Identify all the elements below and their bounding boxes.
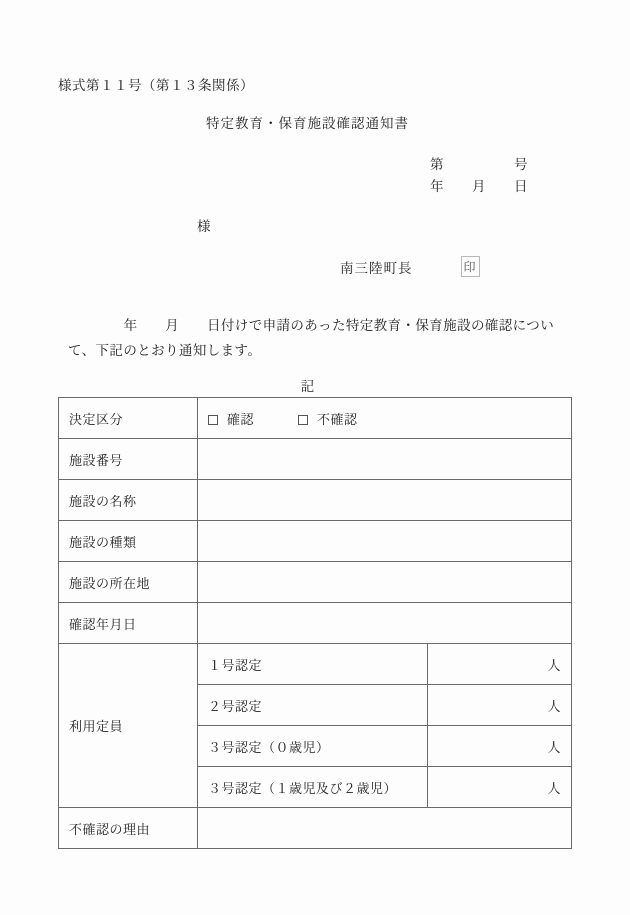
document-date-line: 年 月 日 <box>430 179 528 194</box>
row-value-facility-name[interactable] <box>198 480 572 521</box>
capacity-item-label-4: ３号認定（１歳児及び２歳児） <box>198 767 428 808</box>
table-row <box>59 644 572 685</box>
seal-icon: 印 <box>461 256 480 277</box>
table-row <box>59 439 572 480</box>
checkbox-icon[interactable] <box>208 415 218 425</box>
capacity-item-label-2: ２号認定 <box>198 685 428 726</box>
checkbox-icon[interactable] <box>298 415 308 425</box>
capacity-item-unit-3[interactable]: 人 <box>428 726 572 767</box>
row-label-confirm-date: 確認年月日 <box>59 603 198 644</box>
notification-table <box>58 397 572 849</box>
body-paragraph: 年 月 日付けで申請のあった特定教育・保育施設の確認について、下記のとおり通知します。 <box>68 318 555 358</box>
capacity-item-unit-2[interactable]: 人 <box>428 685 572 726</box>
checkbox-option-confirm[interactable] <box>208 409 254 428</box>
table-row <box>59 521 572 562</box>
row-label-facility-number: 施設番号 <box>59 439 198 480</box>
row-value-facility-number[interactable] <box>198 439 572 480</box>
table-row <box>59 398 572 439</box>
capacity-item-unit-4[interactable]: 人 <box>428 767 572 808</box>
table-row <box>59 808 572 849</box>
document-number-line: 第 号 <box>430 157 528 172</box>
decision-label: 決定区分 <box>59 398 198 439</box>
form-number: 様式第１１号（第１３条関係） <box>58 78 254 93</box>
row-value-confirm-date[interactable] <box>198 603 572 644</box>
table-row <box>59 562 572 603</box>
document-title: 特定教育・保育施設確認通知書 <box>206 116 409 131</box>
checkbox-option-unconfirm[interactable] <box>298 409 358 428</box>
capacity-label: 利用定員 <box>59 644 198 808</box>
capacity-item-label-3: ３号認定（０歳児） <box>198 726 428 767</box>
decision-options-cell <box>198 398 572 439</box>
row-value-facility-address[interactable] <box>198 562 572 603</box>
row-value-facility-type[interactable] <box>198 521 572 562</box>
reason-label: 不確認の理由 <box>59 808 198 849</box>
ki-heading: 記 <box>300 379 315 394</box>
row-label-facility-name: 施設の名称 <box>59 480 198 521</box>
reason-value[interactable] <box>198 808 572 849</box>
capacity-item-label-1: １号認定 <box>198 644 428 685</box>
document-meta <box>430 154 528 198</box>
checkbox-label: 確認 <box>227 411 255 427</box>
row-label-facility-type: 施設の種類 <box>59 521 198 562</box>
addressee-line: 様 <box>197 219 211 234</box>
table-row <box>59 603 572 644</box>
capacity-item-unit-1[interactable]: 人 <box>428 644 572 685</box>
row-label-facility-address: 施設の所在地 <box>59 562 198 603</box>
issuer-name: 南三陸町長 <box>340 260 413 276</box>
issuer-block <box>340 256 480 277</box>
table-row <box>59 480 572 521</box>
checkbox-label: 不確認 <box>317 411 358 427</box>
